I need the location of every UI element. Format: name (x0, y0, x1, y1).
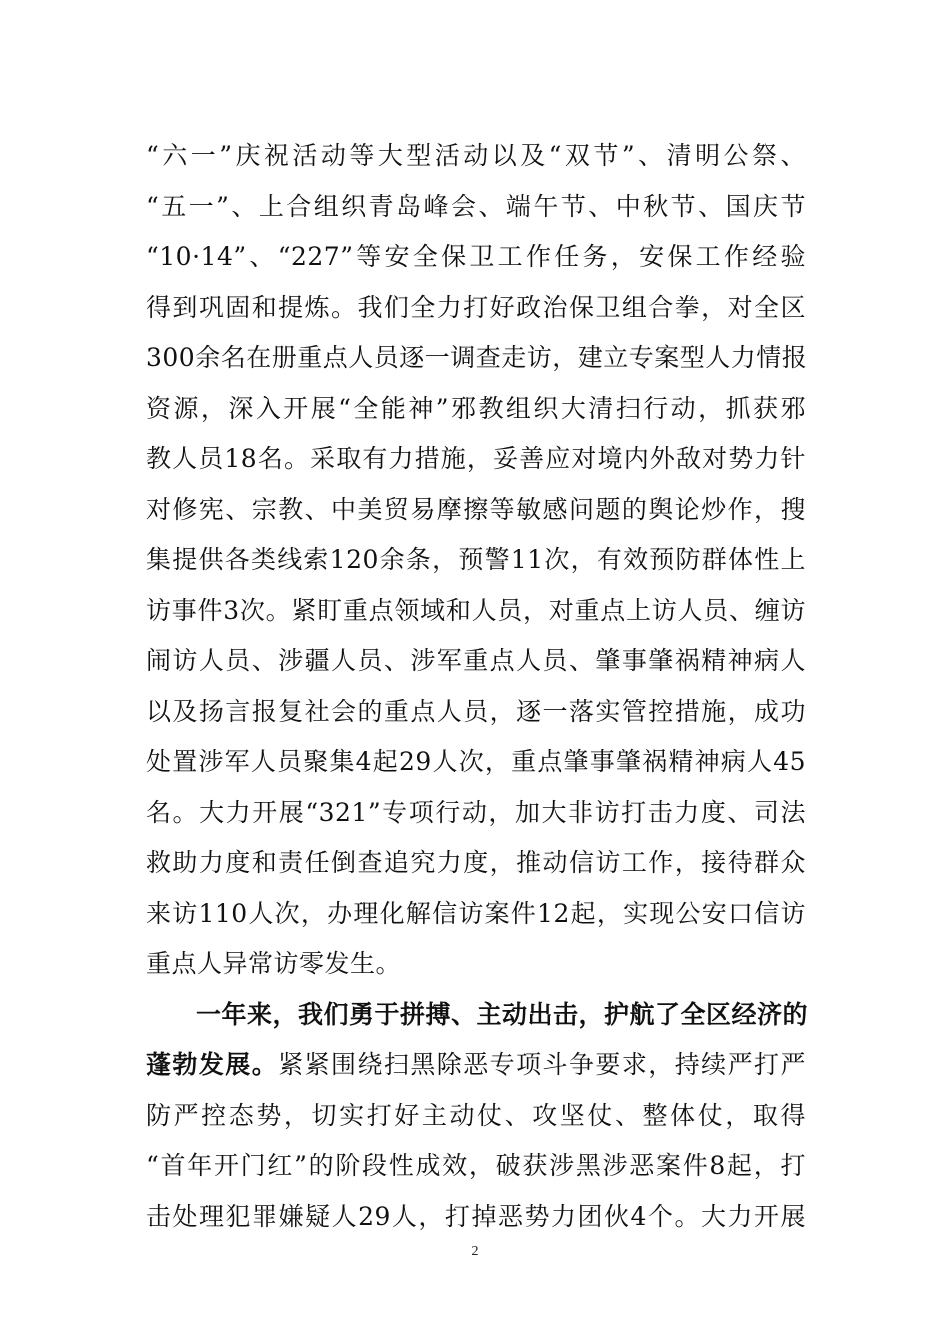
text-line: 300余名在册重点人员逐一调查走访，建立专案型人力情报 (146, 343, 808, 372)
text-line: 以及扬言报复社会的重点人员，逐一落实管控措施，成功 (146, 696, 806, 726)
text-line: 资源，深入开展“全能神”邪教组织大清扫行动，抓获邪 (146, 393, 806, 423)
text-line: “五一”、上合组织青岛峰会、端午节、中秋节、国庆节 (146, 191, 806, 221)
text-line: 防严控态势，切实打好主动仗、攻坚仗、整体仗，取得 (146, 1100, 806, 1130)
text-span: 紧紧围绕扫黑除恶专项斗争要求，持续严打严 (278, 1050, 806, 1079)
text-line: 救助力度和责任倒查追究力度，推动信访工作，接待群众 (146, 848, 806, 877)
text-line (146, 1040, 806, 1091)
text-line: 闹访人员、涉疆人员、涉军重点人员、肇事肇祸精神病人 (146, 646, 806, 675)
text-line: 来访110人次，办理化解信访案件12起，实现公安口信访 (146, 898, 806, 928)
text-line: 名。大力开展“321”专项行动，加大非访打击力度、司法 (146, 797, 806, 827)
page-number: 2 (471, 1244, 479, 1259)
text-line: 访事件3次。紧盯重点领域和人员，对重点上访人员、缠访 (146, 595, 806, 625)
text-line: 重点人异常访零发生。 (146, 949, 402, 978)
text-line: “首年开门红”的阶段性成效，破获涉黑涉恶案件8起，打 (146, 1151, 806, 1180)
text-line: 对修宪、宗教、中美贸易摩擦等敏感问题的舆论炒作，搜 (146, 494, 806, 524)
text-line: 教人员18名。采取有力措施，妥善应对境内外敌对势力针 (146, 444, 806, 473)
paragraph-heading-end: 蓬勃发展。 (146, 1050, 279, 1079)
text-line: “六一”庆祝活动等大型活动以及“双节”、清明公祭、 (146, 141, 806, 170)
text-line: 击处理犯罪嫌疑人29人，打掉恶势力团伙4个。大力开展 (146, 1201, 806, 1231)
paragraph-heading: 一年来，我们勇于拼搏、主动出击，护航了全区经济的 (196, 999, 809, 1029)
text-line: 处置涉军人员聚集4起29人次，重点肇事肇祸精神病人45 (146, 747, 806, 776)
text-line: “10·14”、“227”等安全保卫工作任务，安保工作经验 (146, 242, 806, 271)
body-text (146, 131, 809, 1242)
text-line: 集提供各类线索120余条，预警11次，有效预防群体性上 (146, 545, 806, 574)
text-line: 得到巩固和提炼。我们全力打好政治保卫组合拳，对全区 (146, 292, 806, 322)
